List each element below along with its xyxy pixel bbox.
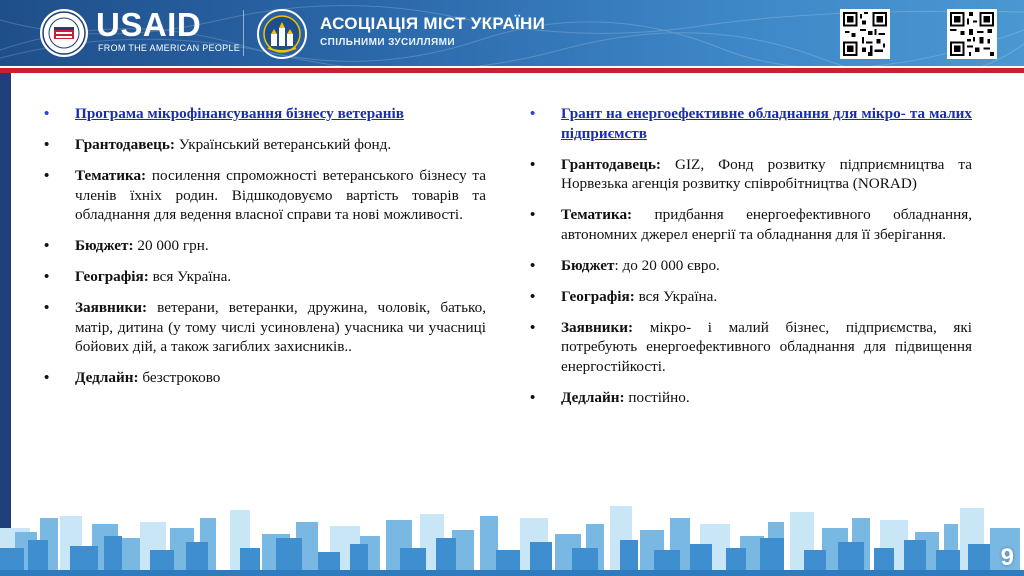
qr-code-2-icon — [947, 9, 997, 59]
item-text: вся Україна. — [634, 287, 718, 305]
item-text: 20 000 грн. — [133, 237, 209, 254]
item-text: ветерани, ветеранки, дружина, чоловік, батько, матір, дитина (у тому числі усиновлена) учасника чи учасниці бойових дій, а також загиблих захисників.. — [75, 299, 486, 355]
item-text: GIZ, Фонд розвитку підприємництва та Норвезька агенція розвитку співробітництва (NORAD) — [561, 155, 972, 192]
right-list — [530, 104, 972, 407]
qr-code-1-icon — [840, 9, 890, 59]
amu-emblem-logo — [256, 8, 308, 60]
item-label: Географія: — [75, 268, 149, 285]
list-item — [44, 104, 486, 124]
list-item — [530, 205, 972, 244]
item-label: Заявники: — [561, 318, 634, 336]
amu-tagline: СПІЛЬНИМИ ЗУСИЛЛЯМИ — [320, 37, 455, 48]
list-item — [44, 236, 486, 256]
item-text: мікро- і малий бізнес, підприємства, які потребують енергоефективного обладнання для підвищення енергостійкості. — [561, 318, 972, 375]
item-text: постійно. — [624, 388, 690, 406]
program-title-link[interactable]: Програма мікрофінансування бізнесу ветеранів — [75, 105, 404, 122]
item-text: : до 20 000 євро. — [614, 256, 720, 274]
header-band — [0, 0, 1024, 66]
list-item — [44, 298, 486, 357]
usaid-seal-logo — [40, 9, 88, 57]
header-divider — [243, 10, 244, 56]
left-list — [44, 104, 486, 388]
list-item — [530, 388, 972, 408]
list-item — [44, 166, 486, 225]
item-label: Дедлайн: — [561, 388, 625, 406]
amu-title: АСОЦІАЦІЯ МІСТ УКРАЇНИ — [320, 14, 546, 33]
item-text: посилення спроможності ветеранського бізнесу та членів їхніх родин. Відшкодовуємо вартість товарів та обладнання для ведення власної справи та нові можливості. — [75, 167, 486, 223]
item-label: Грантодавець: — [75, 136, 175, 153]
item-label: Заявники: — [75, 299, 148, 316]
item-label: Тематика: — [561, 206, 633, 223]
list-item — [44, 135, 486, 155]
item-label: Грантодавець: — [561, 155, 661, 173]
item-label: Бюджет — [561, 256, 615, 274]
header-stripe-red — [0, 68, 1024, 73]
list-item — [530, 155, 972, 194]
item-text: придбання енергоефективного обладнання, автономних джерел енергії та обладнання для її зберігання. — [561, 206, 972, 243]
grant-title-link[interactable]: Грант на енергоефективне обладнання для мікро- та малих підприємств — [561, 105, 972, 142]
usaid-tagline: FROM THE AMERICAN PEOPLE — [98, 43, 241, 53]
list-item — [530, 318, 972, 377]
left-column — [44, 104, 486, 399]
item-text: вся Україна. — [148, 268, 232, 285]
list-item — [530, 287, 972, 307]
item-text: Український ветеранський фонд. — [174, 136, 392, 153]
item-text: безстроково — [138, 369, 221, 386]
list-item — [530, 256, 972, 276]
item-label: Бюджет: — [75, 237, 134, 254]
left-accent-bar — [0, 73, 11, 533]
list-item — [44, 267, 486, 287]
city-skyline-decoration — [0, 488, 1024, 576]
item-label: Тематика: — [75, 167, 147, 184]
page-number: 9 — [1000, 544, 1014, 571]
list-item — [44, 368, 486, 388]
item-label: Дедлайн: — [75, 369, 139, 386]
list-item — [530, 104, 972, 143]
item-label: Географія: — [561, 287, 635, 305]
usaid-wordmark: USAID — [96, 6, 202, 43]
right-column — [530, 104, 972, 419]
